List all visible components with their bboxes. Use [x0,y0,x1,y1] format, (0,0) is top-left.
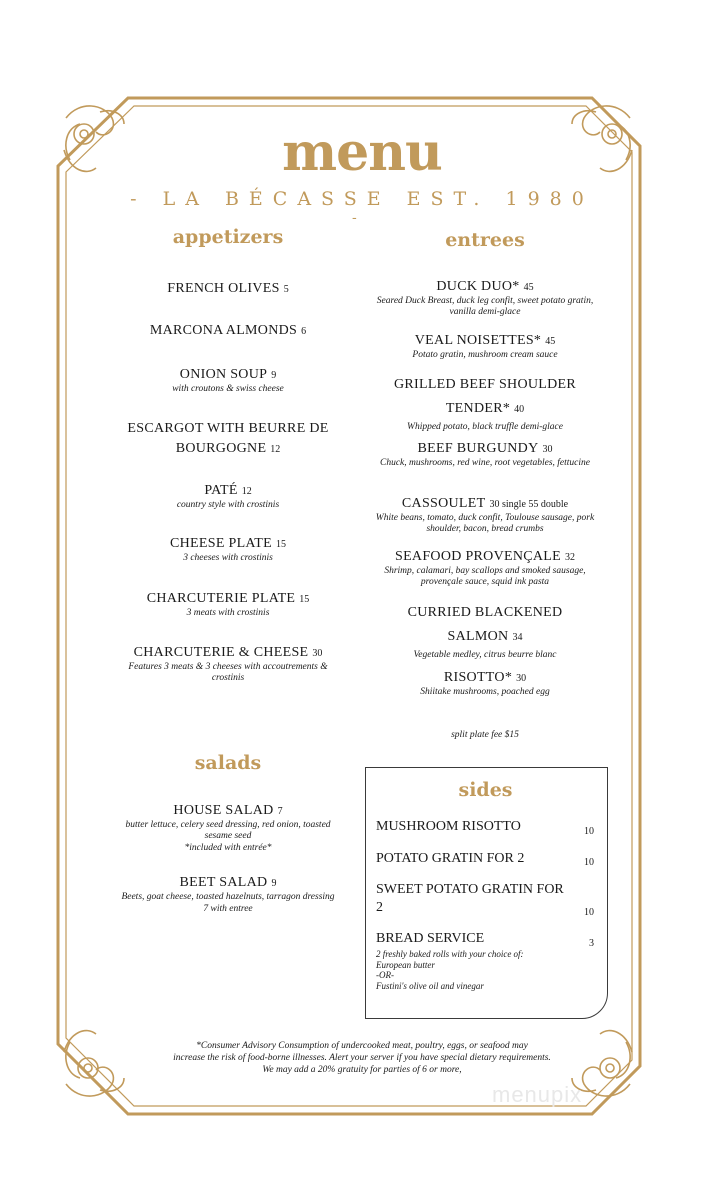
appetizers-heading: appetizers [172,226,284,248]
restaurant-subtitle: - LA BÉCASSE EST. 1980 [130,188,594,210]
sides-heading: sides [458,779,513,801]
entree-item: CURRIED BLACKENED SALMON 34 Vegetable medley, citrus beurre blanc [407,605,563,660]
appetizer-item: CHARCUTERIE & CHEESE 30 Features 3 meats & 3 cheeses with accoutrements & crostinis [128,645,328,683]
consumer-advisory: *Consumer Advisory Consumption of undercooked meat, poultry, eggs, or seafood may increase the risk of food-borne illnesses. Alert your server if you have special dietary requirements. We may add a 20% gratuity for parties of 6 or more, [173,1041,551,1075]
side-item-name: BREAD SERVICE [376,931,485,946]
appetizer-item: ESCARGOT WITH BEURRE DE BOURGOGNE 12 [127,421,329,456]
entree-item: DUCK DUO* 45 Seared Duck Breast, duck leg confit, sweet potato gratin, vanilla demi-glace [376,279,594,317]
salads-heading: salads [194,752,262,774]
entree-item: BEEF BURGUNDY 30 Chuck, mushrooms, red wine, root vegetables, fettucine [379,441,591,468]
salad-item: HOUSE SALAD 7 butter lettuce, celery seed dressing, red onion, toasted sesame seed *included with entrée* [125,803,331,853]
side-item-name: POTATO GRATIN FOR 2 [376,851,525,866]
appetizer-item: CHEESE PLATE 15 3 cheeses with crostinis [170,536,286,563]
side-item-name: SWEET POTATO GRATIN FOR 2 [376,882,564,915]
bread-service-description: 2 freshly baked rolls with your choice of: European butter -OR- Fustini's olive oil and vinegar [376,949,524,991]
side-item-name: MUSHROOM RISOTTO [376,819,521,834]
side-item-price: 3 [589,938,594,949]
watermark-logo: menupix [492,1082,583,1107]
side-item-price: 10 [584,857,594,868]
salad-item: BEET SALAD 9 Beets, goat cheese, toasted hazelnuts, tarragon dressing 7 with entree [121,875,335,914]
entrees-heading: entrees [445,229,525,251]
appetizer-item: CHARCUTERIE PLATE 15 3 meats with crostinis [146,591,310,618]
entree-item: SEAFOOD PROVENÇALE 32 Shrimp, calamari, bay scallops and smoked sausage, provençale sauce, squid ink pasta [384,549,586,587]
split-plate-fee: split plate fee $15 [451,730,519,740]
appetizer-item: MARCONA ALMONDS 6 [149,323,307,338]
entree-item: VEAL NOISETTES* 45 Potato gratin, mushroom cream sauce [412,333,558,360]
side-item-price: 10 [584,907,594,918]
subtitle-dash: - [352,210,357,226]
appetizer-item: FRENCH OLIVES 5 [167,281,289,296]
menu-title: menu [282,122,442,183]
entree-item: CASSOULET 30 single 55 double White beans, tomato, duck confit, Toulouse sausage, pork shoulder, bacon, bread crumbs [375,496,595,534]
side-item-price: 10 [584,826,594,837]
entree-item: GRILLED BEEF SHOULDER TENDER* 40 Whipped potato, black truffle demi-glace [393,377,577,432]
appetizer-item: ONION SOUP 9 with croutons & swiss cheese [172,367,284,394]
entree-item: RISOTTO* 30 Shiitake mushrooms, poached egg [420,670,550,697]
appetizer-item: PATÉ 12 country style with crostinis [176,483,280,510]
